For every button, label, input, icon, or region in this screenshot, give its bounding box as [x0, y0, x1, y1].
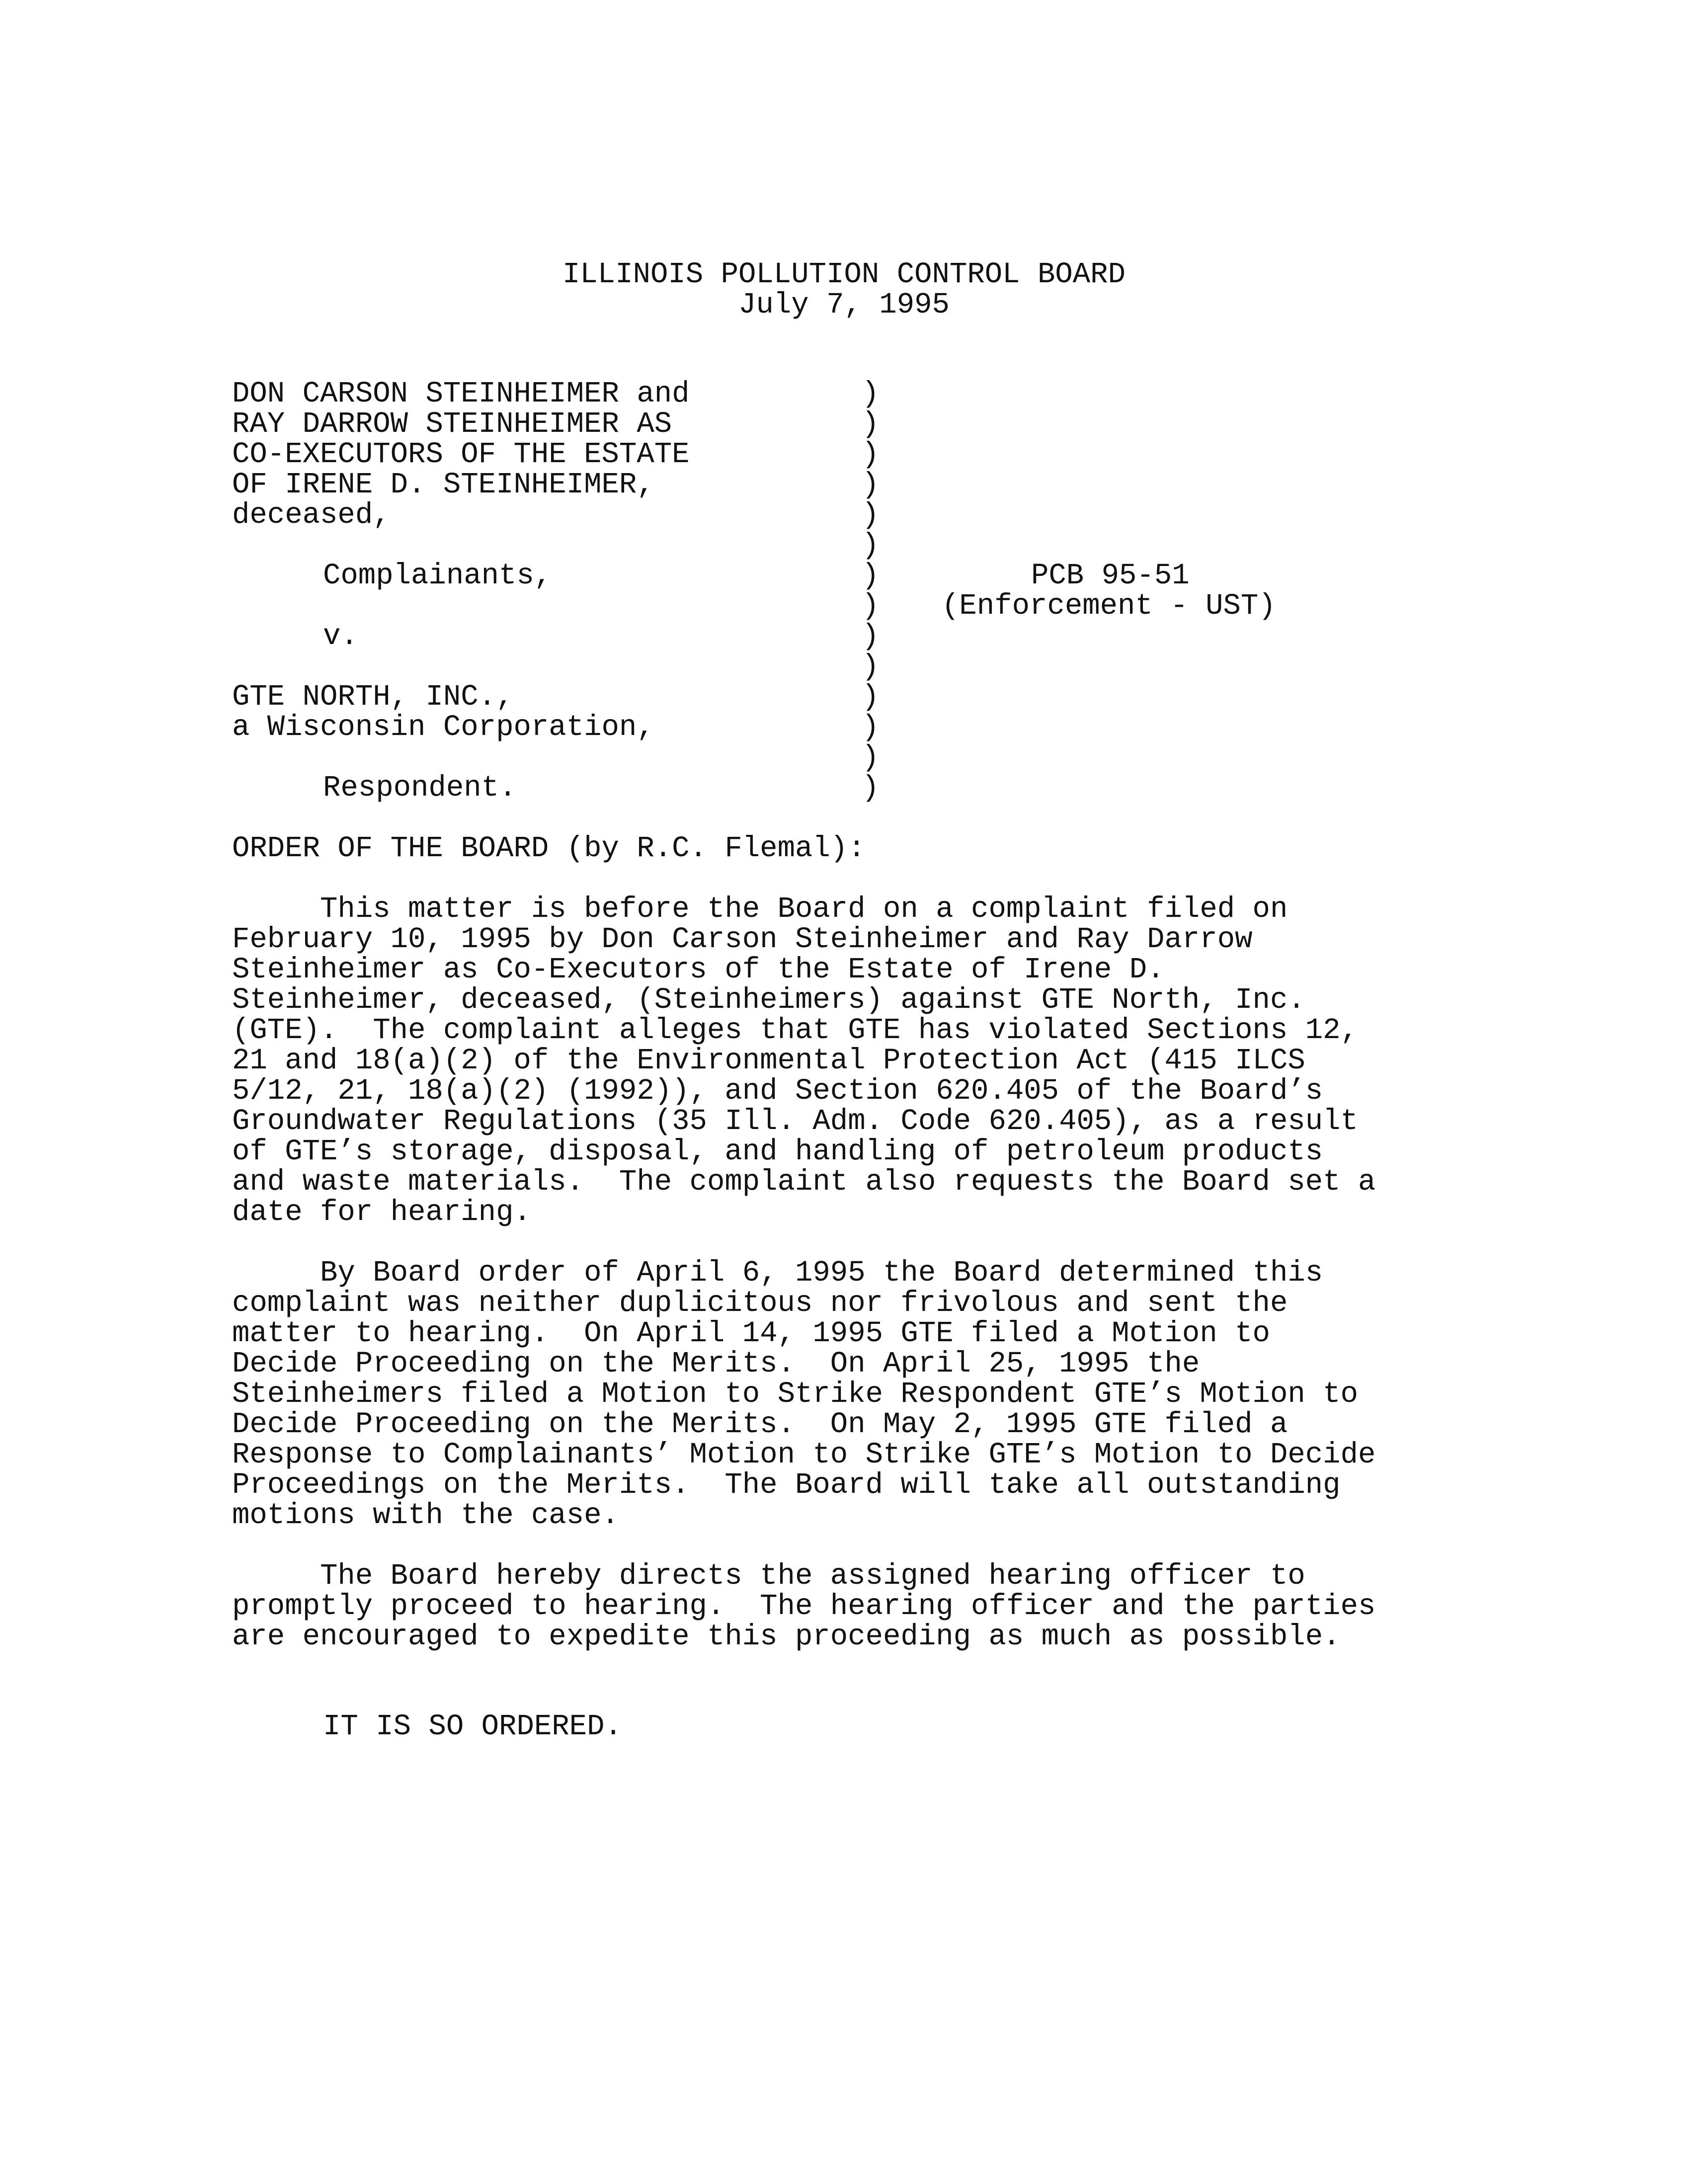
paragraph-line: of GTE’s storage, disposal, and handling of petroleum products [232, 1135, 1323, 1168]
caption-paren: ) [862, 407, 880, 441]
caption-paren: ) [862, 620, 880, 653]
complainant-line: CO-EXECUTORS OF THE ESTATE [232, 438, 690, 471]
paragraph-line: Steinheimer as Co-Executors of the Estate of Irene D. [232, 953, 1165, 986]
caption-paren: ) [862, 589, 880, 623]
paragraph-line: 5/12, 21, 18(a)(2) (1992)), and Section 620.405 of the Board’s [232, 1074, 1323, 1108]
versus-label: v. [323, 620, 358, 653]
paragraph-line: date for hearing. [232, 1196, 531, 1229]
paragraph-line: By Board order of April 6, 1995 the Board determined this [232, 1256, 1323, 1290]
caption-paren: ) [862, 377, 880, 410]
order-date: July 7, 1995 [738, 288, 950, 322]
complainant-line: OF IRENE D. STEINHEIMER, [232, 468, 654, 501]
paragraph-line: The Board hereby directs the assigned hearing officer to [232, 1559, 1305, 1593]
paragraph-line: (GTE). The complaint alleges that GTE has violated Sections 12, [232, 1014, 1358, 1047]
order-heading: ORDER OF THE BOARD (by R.C. Flemal): [232, 832, 866, 865]
paragraph-line: complaint was neither duplicitous nor frivolous and sent the [232, 1287, 1288, 1320]
paragraph-line: matter to hearing. On April 14, 1995 GTE filed a Motion to [232, 1317, 1270, 1350]
caption-paren: ) [862, 680, 880, 714]
respondent-line: a Wisconsin Corporation, [232, 711, 654, 744]
caption-paren: ) [862, 771, 880, 805]
respondent-label: Respondent. [323, 771, 517, 805]
paragraph-line: Steinheimer, deceased, (Steinheimers) against GTE North, Inc. [232, 983, 1305, 1017]
complainant-line: deceased, [232, 498, 391, 532]
paragraph-line: and waste materials. The complaint also requests the Board set a [232, 1165, 1376, 1199]
paragraph-line: motions with the case. [232, 1499, 619, 1532]
paragraph-line: February 10, 1995 by Don Carson Steinheimer and Ray Darrow [232, 923, 1253, 956]
case-number: PCB 95-51 [1031, 559, 1190, 592]
paragraph-line: Decide Proceeding on the Merits. On May 2, 1995 GTE filed a [232, 1408, 1288, 1441]
case-type: (Enforcement - UST) [942, 589, 1276, 623]
complainant-line: RAY DARROW STEINHEIMER AS [232, 407, 672, 441]
respondent-line: GTE NORTH, INC., [232, 680, 514, 714]
paragraph-line: Steinheimers filed a Motion to Strike Respondent GTE’s Motion to [232, 1377, 1358, 1411]
caption-paren: ) [862, 438, 880, 471]
paragraph-line: promptly proceed to hearing. The hearing officer and the parties [232, 1590, 1376, 1623]
caption-paren: ) [862, 741, 880, 774]
caption-paren: ) [862, 529, 880, 562]
caption-paren: ) [862, 559, 880, 592]
paragraph-line: This matter is before the Board on a complaint filed on [232, 892, 1288, 926]
caption-paren: ) [862, 711, 880, 744]
paragraph-line: Groundwater Regulations (35 Ill. Adm. Code 620.405), as a result [232, 1105, 1358, 1138]
paragraph-line: are encouraged to expedite this proceeding as much as possible. [232, 1620, 1341, 1653]
paragraph-line: Proceedings on the Merits. The Board will take all outstanding [232, 1468, 1341, 1502]
caption-paren: ) [862, 650, 880, 683]
caption-paren: ) [862, 498, 880, 532]
paragraph-line: 21 and 18(a)(2) of the Environmental Protection Act (415 ILCS [232, 1044, 1305, 1077]
board-name: ILLINOIS POLLUTION CONTROL BOARD [563, 258, 1125, 291]
caption-paren: ) [862, 468, 880, 501]
paragraph-line: Decide Proceeding on the Merits. On April 25, 1995 the [232, 1347, 1200, 1380]
complainants-label: Complainants, [323, 559, 552, 592]
paragraph-line: Response to Complainants’ Motion to Strike GTE’s Motion to Decide [232, 1438, 1376, 1471]
closing-statement: IT IS SO ORDERED. [323, 1710, 622, 1743]
complainant-line: DON CARSON STEINHEIMER and [232, 377, 690, 410]
